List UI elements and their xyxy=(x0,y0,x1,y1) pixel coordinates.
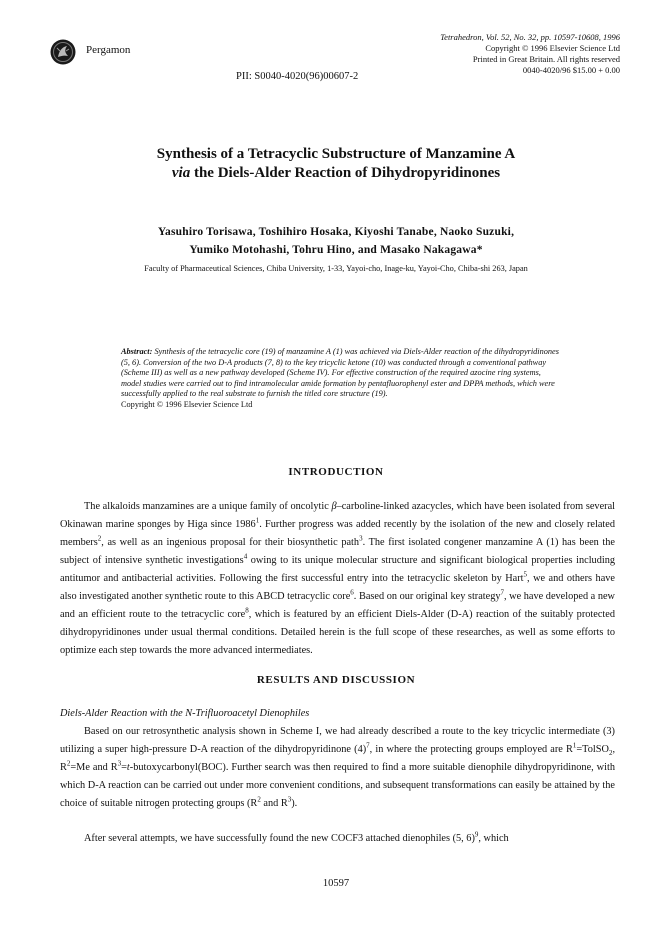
reference-superscript: 1 xyxy=(255,516,260,525)
author-list xyxy=(70,223,602,259)
results-text: = xyxy=(121,762,127,773)
page-number: 10597 xyxy=(322,878,350,889)
results-text: -butoxycarbonyl(BOC). Further search was then required to find a more suitable dienophile dihydropyridinone, with which D-A reaction can be carried out under more convenient conditions, and subsequent transformations can easily be attained by the choice of suitable nitrogen protecting groups (R xyxy=(60,762,615,809)
intro-text: , we and others have also investigated another synthetic route to this ABCD tetracyclic core xyxy=(60,573,615,602)
results-paragraph-1 xyxy=(60,723,615,813)
intro-text: owing to its unique molecular structure and significant biological properties including antitumor and antibacterial activities. Following the first successful entry into the tetracyclic skeleton by Hart xyxy=(60,555,616,584)
results-text: Based on our retrosynthetic analysis shown in Scheme I, we had already described a route to the key tricyclic intermediate (3) utilizing a super high-pressure D-A reaction of the dihydropyridinone (4) xyxy=(60,726,615,755)
results-text: , R xyxy=(60,744,616,773)
title-line-1: Synthesis of a Tetracyclic Substructure of Manzamine A xyxy=(156,146,516,162)
intro-text: –carboline-linked azacycles, which have been isolated from several Okinawan marine sponges by Higa since 1986 xyxy=(60,501,615,530)
intro-text: , which is featured by an efficient Diels-Alder (D-A) reaction of the suitably protected dihydropyridinones under usual thermal conditions. Detailed herein is the full scope of these researches, as well as some efforts to optimize each step towards the more advanced intermediates. xyxy=(60,609,615,656)
beta-symbol: β xyxy=(331,501,337,512)
introduction-paragraph xyxy=(60,498,615,660)
abstract-label: Abstract: xyxy=(121,347,153,356)
results-text: , in where the protecting groups employed are R xyxy=(369,744,573,755)
intro-text: . The first isolated congener manzamine A (1) has been the subject of intensive synthetic investigations xyxy=(60,537,615,566)
abstract-body: Synthesis of the tetracyclic core (19) of manzamine A (1) was achieved via Diels-Alder reaction of the dihydropyridinones (5, 6). Conversion of the two D-A products (7, 8) to the key tricyclic ketone (10) was conducted through a conventional pathway (Scheme III) as well as a new pathway developed (Scheme IV). For effective construction of the required azocine ring systems, model studies were carried out to find intramolecular amide formation by pentafluorophenyl ester and DPPA methods, which were successfully applied to the real substrate to furnish the titled core structure (19). xyxy=(121,347,559,399)
publisher-logo xyxy=(50,39,76,65)
results-text: After several attempts, we have successfully found the new COCF3 attached dienophiles (5, 6) xyxy=(84,833,475,844)
title-via: via xyxy=(171,165,191,181)
intro-text: , as well as an ingenious proposal for their biosynthetic path xyxy=(101,537,360,548)
issn-price: 0040-4020/96 $15.00 + 0.00 xyxy=(522,65,620,75)
r-superscript: 2 xyxy=(66,759,71,768)
intro-text: , we have developed a new and an efficient route to the tetracyclic core xyxy=(60,591,615,620)
reference-superscript: 4 xyxy=(243,552,248,561)
results-paragraph-2 xyxy=(60,830,615,848)
abstract-block xyxy=(121,347,561,411)
reference-superscript: 7 xyxy=(366,741,370,750)
reference-superscript: 5 xyxy=(523,570,528,579)
results-text: =TolSO xyxy=(576,744,609,755)
r-superscript: 3 xyxy=(287,795,292,804)
reference-superscript: 8 xyxy=(245,606,249,615)
title-line-2 xyxy=(60,164,612,183)
results-heading: RESULTS AND DISCUSSION xyxy=(256,674,416,686)
abstract-text xyxy=(121,347,561,400)
intro-text: . Based on our original key strategy xyxy=(353,591,501,602)
r-superscript: 3 xyxy=(117,759,122,768)
r-superscript: 2 xyxy=(257,795,261,804)
results-text: =Me and R xyxy=(70,762,118,773)
printed-line: Printed in Great Britain. All rights reserved xyxy=(472,54,620,64)
reference-superscript: 7 xyxy=(500,588,505,597)
subscript: 2 xyxy=(608,749,613,758)
reference-superscript: 6 xyxy=(350,588,354,597)
publisher-name: Pergamon xyxy=(86,44,131,56)
authors-line-1: Yasuhiro Torisawa, Toshihiro Hosaka, Kiyoshi Tanabe, Naoko Suzuki, xyxy=(157,226,515,238)
affiliation: Faculty of Pharmaceutical Sciences, Chiba University, 1-33, Yayoi-cho, Inage-ku, Yayoi-Cho, Chiba-shi 263, Japan xyxy=(144,264,528,273)
journal-info xyxy=(440,32,620,76)
intro-text: The alkaloids manzamines are a unique family of oncolytic xyxy=(84,501,332,512)
reference-superscript: 2 xyxy=(97,534,102,543)
pii-identifier: PII: S0040-4020(96)00607-2 xyxy=(236,71,359,82)
copyright-line: Copyright © 1996 Elsevier Science Ltd xyxy=(485,43,620,53)
authors-line-2: Yumiko Motohashi, Tohru Hino, and Masako Nakagawa* xyxy=(189,244,483,256)
reference-superscript: 3 xyxy=(359,534,363,543)
section-subheading: Diels-Alder Reaction with the N-Trifluoroacetyl Dienophiles xyxy=(60,708,310,719)
abstract-copyright: Copyright © 1996 Elsevier Science Ltd xyxy=(121,399,253,409)
results-text: , which xyxy=(478,833,509,844)
results-text: ). xyxy=(291,798,298,809)
italic-t: t xyxy=(126,762,130,773)
r-superscript: 1 xyxy=(572,741,577,750)
introduction-heading: INTRODUCTION xyxy=(288,466,384,478)
results-text: and R xyxy=(260,798,288,809)
title-line-2-rest: the Diels-Alder Reaction of Dihydropyridinones xyxy=(190,165,501,181)
intro-text: . Further progress was added recently by the isolation of the new and closely related members xyxy=(60,519,615,548)
reference-superscript: 9 xyxy=(474,830,479,839)
paper-title xyxy=(60,145,612,183)
journal-citation: Tetrahedron, Vol. 52, No. 32, pp. 10597-10608, 1996 xyxy=(440,32,620,42)
